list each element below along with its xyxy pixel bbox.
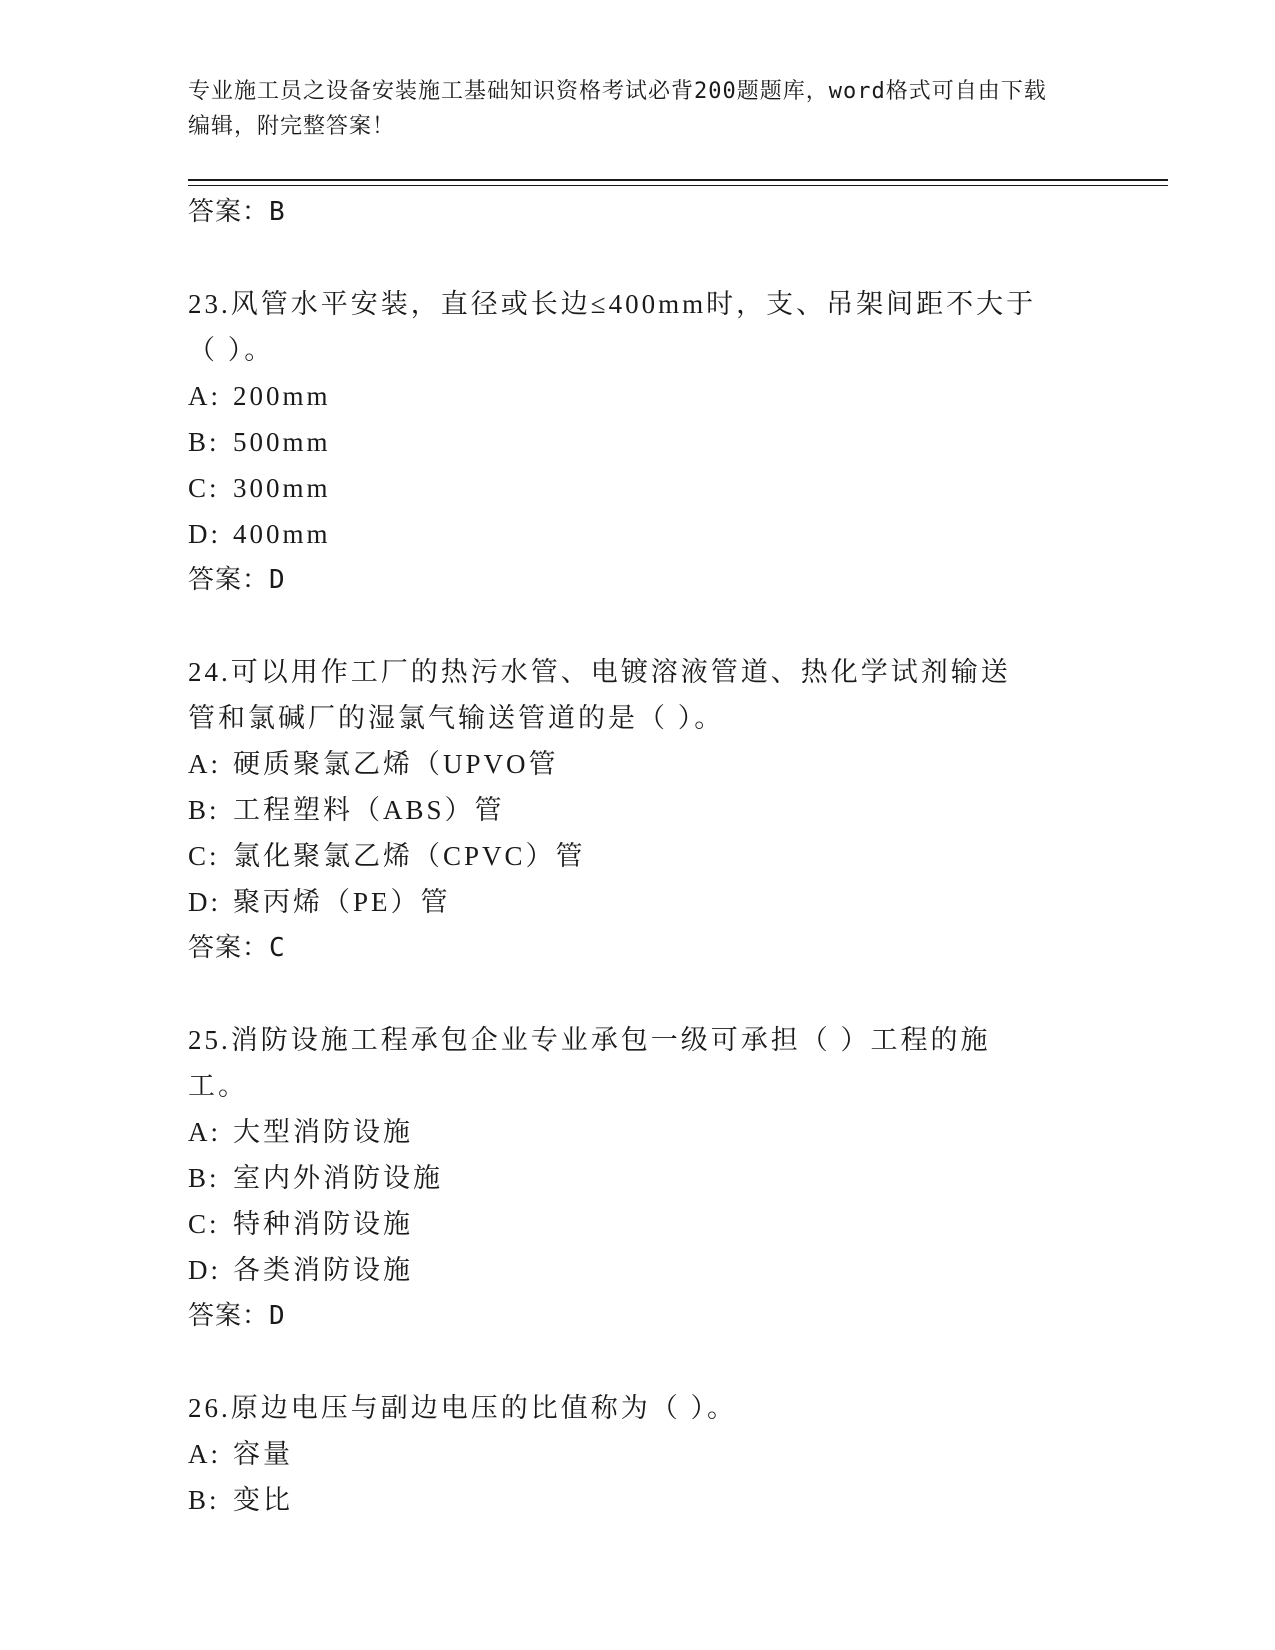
- question-stem: 25.消防设施工程承包企业专业承包一级可承担（ ）工程的施工。: [188, 1025, 991, 1101]
- option-label: A:: [188, 1439, 221, 1469]
- option-text: 各类消防设施: [233, 1255, 413, 1285]
- option-text: 工程塑料（ABS）管: [233, 795, 505, 825]
- option-label: A:: [188, 1117, 221, 1147]
- option-label: B:: [188, 1163, 220, 1193]
- option-label: C:: [188, 1209, 220, 1239]
- option-label: C:: [188, 841, 220, 871]
- option-text: 室内外消防设施: [233, 1163, 443, 1193]
- option-b: [188, 419, 1088, 465]
- answer: 答案：C: [188, 933, 286, 963]
- option-a: [188, 1431, 1088, 1477]
- option-d: [188, 511, 1088, 557]
- option-c: [188, 465, 1088, 511]
- document-header: 专业施工员之设备安装施工基础知识资格考试必背200题题库，word格式可自由下载编辑，附完整答案！: [188, 79, 1047, 139]
- option-c: [188, 833, 1088, 879]
- option-d: [188, 1247, 1088, 1293]
- option-label: A:: [188, 749, 221, 779]
- option-text: 大型消防设施: [233, 1117, 413, 1147]
- option-text: 特种消防设施: [233, 1209, 413, 1239]
- question-list: [188, 189, 1088, 1523]
- answer: 答案：D: [188, 1301, 286, 1331]
- option-label: D:: [188, 519, 221, 549]
- option-label: B:: [188, 427, 220, 457]
- option-label: C:: [188, 473, 220, 503]
- question-25: [188, 1017, 1088, 1339]
- previous-answer: 答案：B: [188, 197, 286, 227]
- option-text: 500mm: [233, 427, 331, 457]
- option-b: [188, 1477, 1088, 1523]
- option-b: [188, 1155, 1088, 1201]
- option-label: A:: [188, 381, 221, 411]
- option-text: 400mm: [233, 519, 331, 549]
- option-label: B:: [188, 1485, 220, 1515]
- option-label: D:: [188, 887, 221, 917]
- option-text: 聚丙烯（PE）管: [233, 887, 451, 917]
- question-23: [188, 281, 1088, 603]
- option-text: 容量: [233, 1439, 293, 1469]
- option-text: 硬质聚氯乙烯（UPVO管: [233, 749, 559, 779]
- question-24: [188, 649, 1088, 971]
- option-d: [188, 879, 1088, 925]
- option-a: [188, 373, 1088, 419]
- option-a: [188, 1109, 1088, 1155]
- header-rule-thick: [188, 179, 1168, 181]
- option-label: B:: [188, 795, 220, 825]
- option-text: 300mm: [233, 473, 331, 503]
- option-text: 变比: [233, 1485, 293, 1515]
- header-rule-thin: [188, 185, 1168, 186]
- option-a: [188, 741, 1088, 787]
- question-stem: 26.原边电压与副边电压的比值称为（ ）。: [188, 1393, 737, 1423]
- option-c: [188, 1201, 1088, 1247]
- question-stem: 24.可以用作工厂的热污水管、电镀溶液管道、热化学试剂输送管和氯碱厂的湿氯气输送管道的是（ ）。: [188, 657, 1011, 733]
- question-26: [188, 1385, 1088, 1523]
- option-text: 氯化聚氯乙烯（CPVC）管: [233, 841, 586, 871]
- option-text: 200mm: [233, 381, 331, 411]
- answer: 答案：D: [188, 565, 286, 595]
- question-stem: 23.风管水平安装，直径或长边≤400mm时，支、吊架间距不大于（ ）。: [188, 289, 1037, 365]
- option-b: [188, 787, 1088, 833]
- option-label: D:: [188, 1255, 221, 1285]
